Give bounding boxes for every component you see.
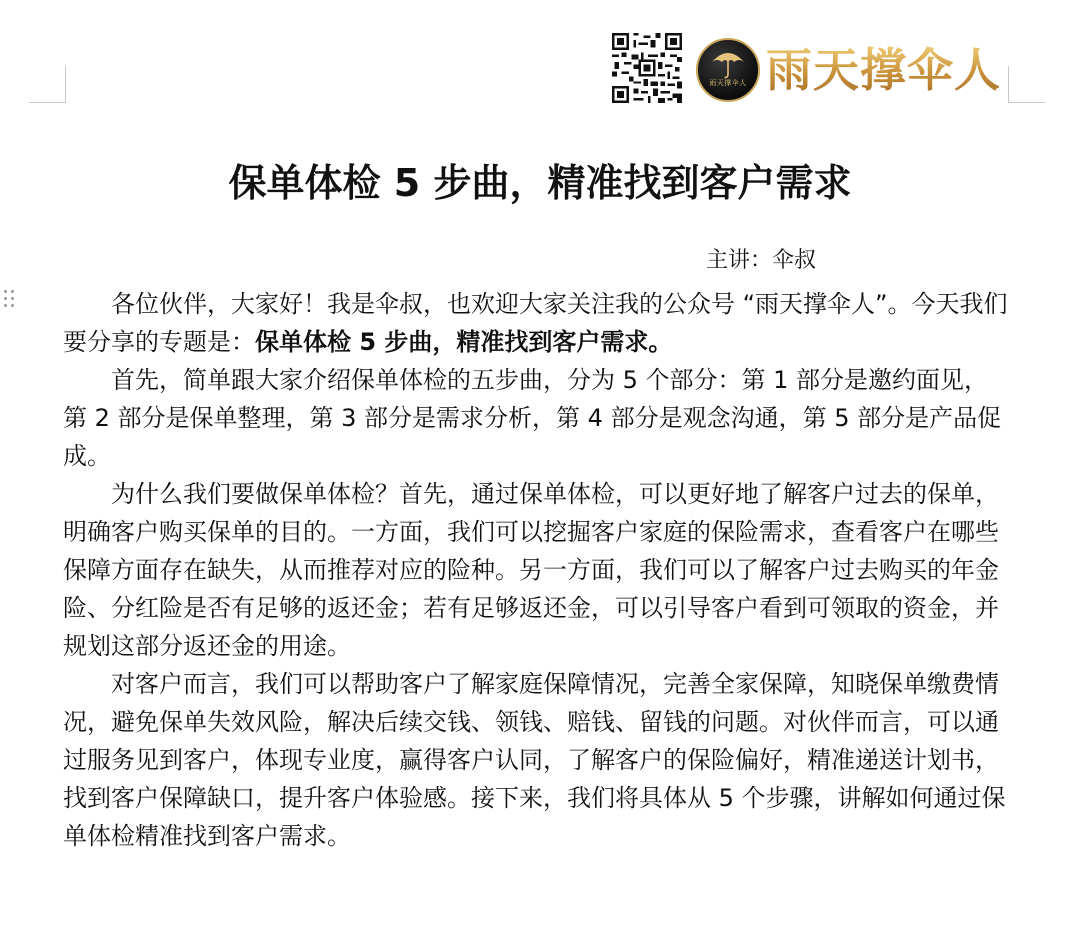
drag-handle-icon[interactable]	[4, 290, 16, 308]
logo-badge	[696, 38, 760, 102]
umbrella-icon	[710, 46, 746, 80]
logo-text: 雨天撑伞人	[766, 43, 1001, 97]
speaker-line: 主讲：伞叔	[706, 248, 817, 273]
paragraph-benefits: 对客户而言，我们可以帮助客户了解家庭保障情况，完善全家保障，知晓保单缴费情况，避免保单失效风险，解决后续交钱、领钱、赔钱、留钱的问题。对伙伴而言，可以通过服务见到客户，体现专业度，赢得客户认同，了解客户的保险偏好，精准递送计划书，找到客户保障缺口，提升客户体验感。接下来，我们将具体从 5 个步骤，讲解如何通过保单体检精准找到客户需求。	[63, 670, 1006, 850]
paragraph-intro-bold: 保单体检 5 步曲，精准找到客户需求。	[255, 328, 673, 356]
qr-code-icon	[612, 33, 682, 103]
paragraph-why: 为什么我们要做保单体检？首先，通过保单体检，可以更好地了解客户过去的保单，明确客户购买保单的目的。一方面，我们可以挖掘客户家庭的保险需求，查看客户在哪些保障方面存在缺失，从而推荐对应的险种。另一方面，我们可以了解客户过去购买的年金险、分红险是否有足够的返还金；若有足够返还金，可以引导客户看到可领取的资金，并规划这部分返还金的用途。	[63, 480, 999, 660]
crop-mark-right	[1008, 66, 1045, 103]
logo-badge-text: 雨天撑伞人	[709, 79, 747, 87]
document-body	[63, 285, 1008, 855]
paragraph-steps: 首先，简单跟大家介绍保单体检的五步曲，分为 5 个部分：第 1 部分是邀约面见，第 2 部分是保单整理，第 3 部分是需求分析，第 4 部分是观念沟通，第 5 部分是产品促成。	[63, 366, 1002, 470]
paragraph-intro-text: 各位伙伴，大家好！我是伞叔，也欢迎大家关注我的公众号 “雨天撑伞人”。今天我们要分享的专题是：	[63, 290, 1008, 356]
paragraph-intro	[63, 285, 1008, 361]
crop-mark-left	[29, 66, 66, 103]
document-title: 保单体检 5 步曲，精准找到客户需求	[228, 161, 852, 205]
